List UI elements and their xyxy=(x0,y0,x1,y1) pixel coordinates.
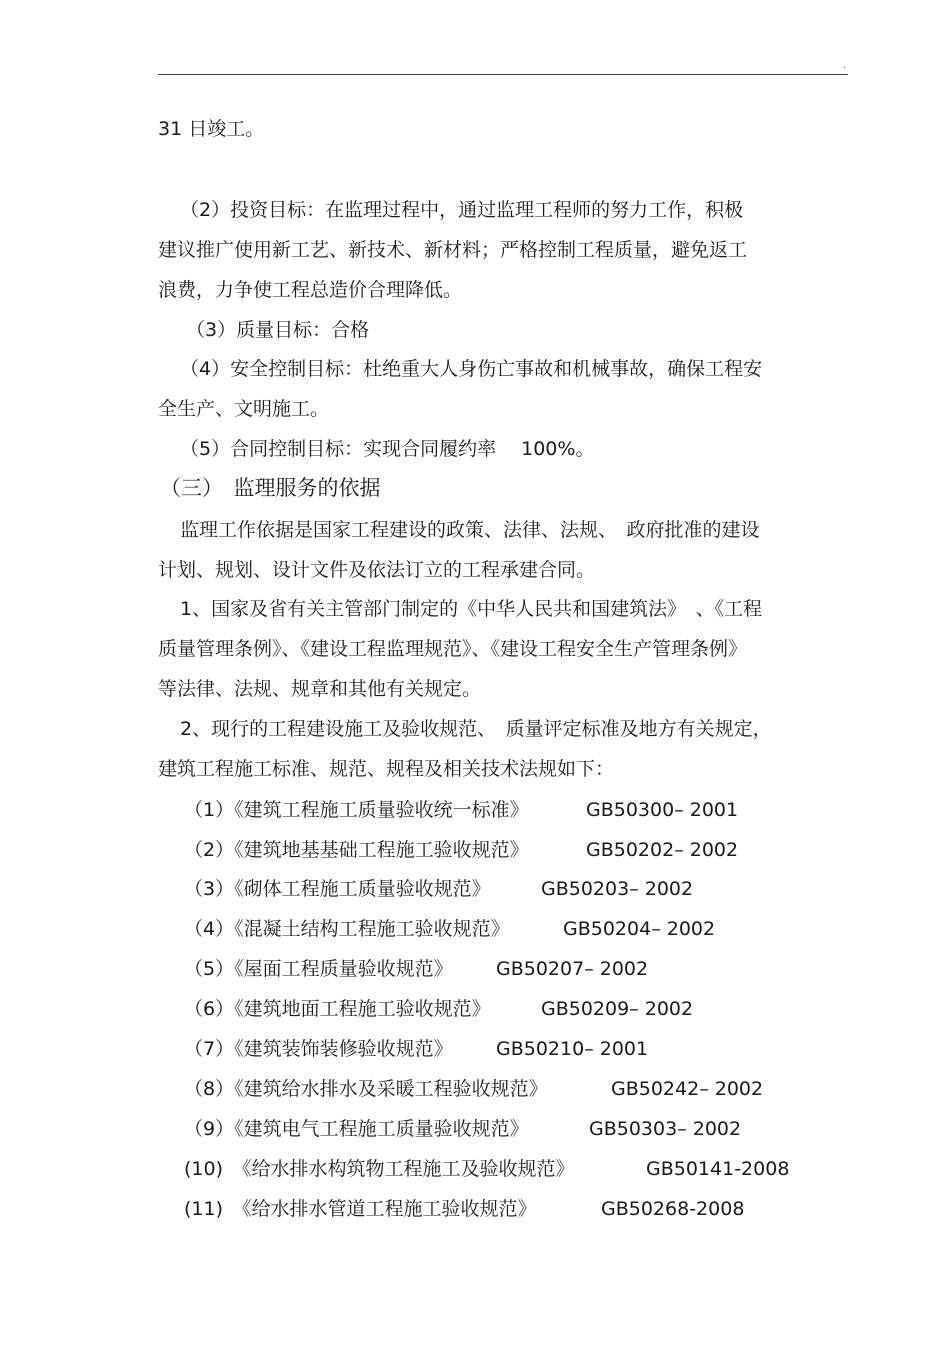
header-mark: . xyxy=(843,60,847,71)
text-line: 等法律、法规、规章和其他有关规定。 xyxy=(158,678,482,700)
standard-title: (11) 《给水排水管道工程施工验收规范》 xyxy=(184,1198,537,1220)
text-line: 2、现行的工程建设施工及验收规范、 质量评定标准及地方有关规定， xyxy=(180,718,772,740)
standard-title: （8）《建筑给水排水及采暖工程验收规范》 xyxy=(184,1078,548,1100)
standard-code: GB50300– 2001 xyxy=(586,799,739,821)
text-line: （3）质量目标：合格 xyxy=(186,319,370,341)
text-line: 全生产、文明施工。 xyxy=(158,398,330,420)
standard-title: （1）《建筑工程施工质量验收统一标准》 xyxy=(184,799,529,821)
standard-title: （7）《建筑装饰装修验收规范》 xyxy=(184,1038,453,1060)
text-line: （2）投资目标：在监理过程中，通过监理工程师的努力工作，积极 xyxy=(180,199,744,221)
standard-title: （6）《建筑地面工程施工验收规范》 xyxy=(184,998,491,1020)
standard-title: （9）《建筑电气工程施工质量验收规范》 xyxy=(184,1118,529,1140)
text-line: 建议推广使用新工艺、新技术、新材料；严格控制工程质量，避免返工 xyxy=(158,239,748,261)
text-line: 监理工作依据是国家工程建设的政策、法律、法规、 政府批准的建设 xyxy=(180,519,760,541)
text-line: 建筑工程施工标准、规范、规程及相关技术法规如下： xyxy=(158,758,615,780)
text-line: 计划、规划、设计文件及依法订立的工程承建合同。 xyxy=(158,559,596,581)
standard-code: GB50204– 2002 xyxy=(563,918,716,940)
text-line: 质量管理条例》、《建设工程监理规范》、《建设工程安全生产管理条例》 xyxy=(158,638,748,660)
standard-code: GB50210– 2001 xyxy=(496,1038,649,1060)
standard-title: （4）《混凝土结构工程施工验收规范》 xyxy=(184,918,510,940)
text-line: 浪费，力争使工程总造价合理降低。 xyxy=(158,279,463,301)
text-line: （4）安全控制目标：杜绝重大人身伤亡事故和机械事故，确保工程安 xyxy=(180,358,763,380)
standard-code: GB50209– 2002 xyxy=(541,998,694,1020)
standard-code: GB50242– 2002 xyxy=(611,1078,764,1100)
text-line: （5）合同控制目标：实现合同履约率 100%。 xyxy=(180,438,595,460)
standard-code: GB50203– 2002 xyxy=(541,878,694,900)
standard-code: GB50303– 2002 xyxy=(589,1118,742,1140)
section-heading: （三） 监理服务的依据 xyxy=(160,476,381,500)
standard-code: GB50141-2008 xyxy=(646,1158,790,1180)
standard-title: （5）《屋面工程质量验收规范》 xyxy=(184,958,453,980)
text-line: 31 日竣工。 xyxy=(158,118,265,140)
standard-code: GB50202– 2002 xyxy=(586,839,739,861)
standard-title: （3）《砌体工程施工质量验收规范》 xyxy=(184,878,491,900)
header-rule xyxy=(158,74,848,75)
text-line: 1、国家及省有关主管部门制定的《中华人民共和国建筑法》 、《工程 xyxy=(180,598,763,620)
standard-code: GB50268-2008 xyxy=(601,1198,745,1220)
standard-code: GB50207– 2002 xyxy=(496,958,649,980)
standard-title: (10) 《给水排水构筑物工程施工及验收规范》 xyxy=(184,1158,575,1180)
standard-title: （2）《建筑地基基础工程施工验收规范》 xyxy=(184,839,529,861)
